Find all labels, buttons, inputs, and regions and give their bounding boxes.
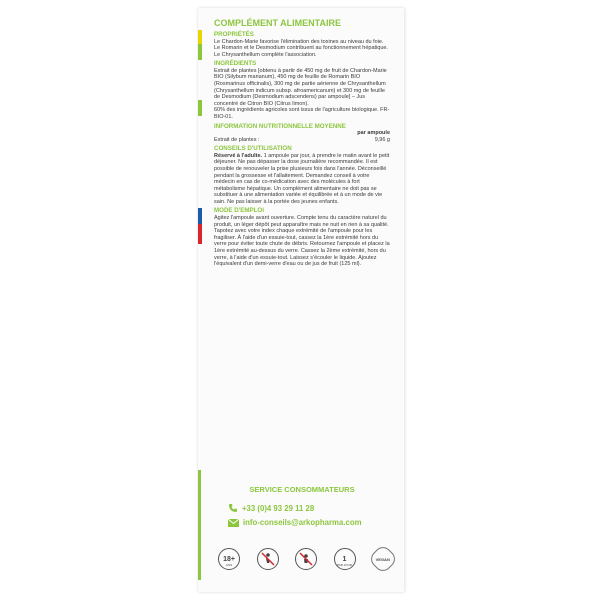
nutrition-row-value: 9,96 g xyxy=(374,136,390,143)
label-content xyxy=(214,18,390,268)
mode-text: Agitez l'ampoule avant ouverture. Compte tenu du caractère naturel du produit, un léger dépôt peut apparaître mais ne nuit en rien à sa qualité. Tapotez avec votre index chaque extrémité de l'ampoule pour les fragiliser. À l'aide d'un essuie-tout, cassez la 1ère extrémité hors du verre pour éviter toute chute de débris. Retournez l'ampoule et placez la 1ère extrémité au-dessus du verre. Cassez la 2ème extrémité, hors du verre, à l'aide d'un essuie-tout. Laissez s'écouler le liquide. Ajoutez l'équivalent d'un demi-verre d'eau ou de jus de fruit (125 ml). xyxy=(214,214,390,268)
propriete-line: Le Romarin et le Desmodium contribuent au fonctionnement hépatique. xyxy=(214,45,388,52)
envelope-icon xyxy=(228,519,239,527)
color-stripe-green-2 xyxy=(198,100,202,116)
email-contact xyxy=(228,518,362,527)
conseils-text xyxy=(214,153,390,206)
pregnant-prohibited-icon xyxy=(257,548,279,570)
conseils-body: 1 ampoule par jour, à prendre le matin avant le petit déjeuner. Ne pas dépasser la dose journalière recommandée. Il est possible de renouveler la prise plusieurs fois dans l'année. Déconseillé pendant la grossesse et l'allaitement. Demandez conseil à votre médecin en cas de co-médication avec des molécules à fort métabolisme hépatique. Un complément alimentaire ne doit pas se substituer à une alimentation variée et équilibrée et à un mode de vie sain. Ne pas laisser à la portée des jeunes enfants. xyxy=(214,152,390,205)
phone-icon xyxy=(228,503,238,513)
nutrition-column: par ampoule xyxy=(357,130,390,137)
dose-label: 1 xyxy=(342,555,347,563)
vegan-label: VEGAN xyxy=(375,556,391,562)
color-stripe-yellow xyxy=(198,30,202,44)
service-heading: SERVICE CONSOMMATEURS xyxy=(249,485,355,494)
email-address: info-conseils@arkopharma.com xyxy=(243,518,362,527)
nutrition-row xyxy=(214,137,390,144)
vegan-icon xyxy=(367,543,398,574)
ingredients-text: Extrait de plantes [obtenu à partir de 450 mg de fruit de Chardon-Marie BIO (Silybum marianum), 450 mg de feuille de Romarin BIO (Rosmarinus officinalis), 300 mg de partie aérienne de Chrysanthellum (Chrysanthellum indicum subsp. afroamericanum) et 300 mg de feuille de Desmodium (Desmodium adscendens) par ampoule] – Jus concentré de Citron BIO (Citrus limon). xyxy=(214,67,387,107)
phone-number: +33 (0)4 93 29 11 28 xyxy=(242,503,315,513)
color-stripe-green xyxy=(198,44,202,60)
age-18-icon xyxy=(218,548,240,570)
age-label: 18+ xyxy=(223,555,235,563)
pictogram-row xyxy=(218,548,394,570)
ingredients-bio: 60% des ingrédients agricoles sont issus de l'agriculture biologique. FR-BIO-01. xyxy=(214,107,390,120)
color-stripe-red xyxy=(198,224,202,244)
phone-contact xyxy=(228,503,314,513)
nutrition-row-label: Extrait de plantes : xyxy=(214,136,260,143)
proprietes-heading: PROPRIÉTÉS xyxy=(214,31,254,38)
ingredients-heading: INGRÉDIENTS xyxy=(214,60,257,68)
dose-sub: PAR JOUR xyxy=(337,563,352,567)
conseils-heading: CONSEILS D'UTILISATION xyxy=(214,145,292,153)
mode-heading: MODE D'EMPLOI xyxy=(214,207,264,215)
propriete-line: Le Chrysanthellum complète l'association. xyxy=(214,51,317,58)
age-sub: ANS xyxy=(225,563,233,567)
child-prohibited-icon xyxy=(295,548,317,570)
dose-per-day-icon xyxy=(334,548,356,570)
propriete-line: Le Chardon-Marie favorise l'élimination des toxines au niveau du foie. xyxy=(214,38,384,45)
color-stripe-bottom xyxy=(198,470,201,580)
conseils-bold: Réservé à l'adulte. xyxy=(214,152,263,159)
color-stripe-blue xyxy=(198,208,202,224)
product-type-title: COMPLÉMENT ALIMENTAIRE xyxy=(214,18,341,28)
nutrition-heading: INFORMATION NUTRITIONNELLE MOYENNE xyxy=(214,122,346,130)
